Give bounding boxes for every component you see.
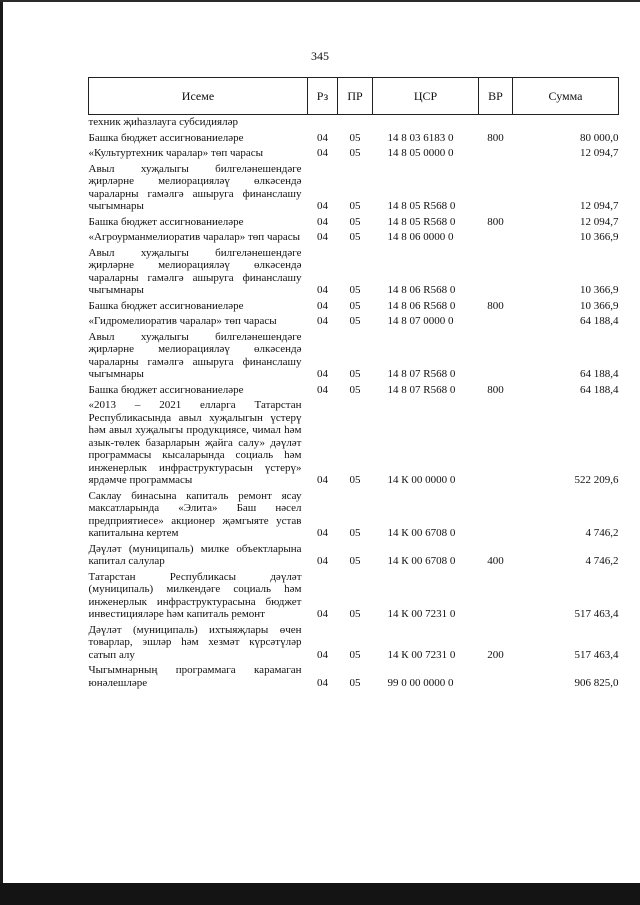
- row-vr: 800: [487, 383, 504, 396]
- row-vr: [479, 314, 513, 330]
- row-rz: [308, 115, 338, 131]
- row-name: Авыл хуҗалыгы билгеләнешендәге җирләрне мелиорацияләү өлкәсендә чараларны гамәлгә ашыруга финанслашу чыгымнары: [88, 162, 302, 212]
- row-csr: 14 8 07 R568 0: [387, 383, 456, 396]
- row-name: Башка бюджет ассигнованиеләре: [88, 383, 244, 396]
- row-name: Саклау бинасына капиталь ремонт ясау максатларында «Элита» Баш нәсел предприятиесе» акционер җәмгыяте устав капиталына кертем: [88, 489, 302, 539]
- row-pr: 05: [349, 368, 361, 380]
- row-name: Татарстан Республикасы дәүләт (муниципаль) милкендәге социаль һәм инженерлык инфраструктурасына бюджет инвестицияләре һәм капиталь ремонт: [88, 570, 302, 620]
- row-vr: [479, 230, 513, 246]
- row-rz: 04: [317, 676, 328, 689]
- row-rz: 04: [317, 131, 328, 144]
- header-sum: Сумма: [513, 78, 619, 115]
- row-name: Авыл хуҗалыгы билгеләнешендәге җирләрне мелиорацияләү өлкәсендә чараларны гамәлгә ашыруга финанслашу чыгымнары: [88, 330, 302, 380]
- row-rz: 04: [317, 527, 328, 539]
- row-csr: 14 8 05 R568 0: [387, 200, 456, 212]
- row-rz: 04: [317, 368, 328, 380]
- row-sum: 64 188,4: [580, 383, 619, 396]
- row-sum: [513, 115, 619, 131]
- table-row: [89, 542, 619, 570]
- table-row: [89, 215, 619, 231]
- row-pr: 05: [349, 648, 361, 661]
- row-sum: 80 000,0: [580, 131, 619, 144]
- row-vr: 800: [487, 131, 504, 144]
- row-sum: 517 463,4: [574, 608, 619, 620]
- table-header-row: [89, 78, 619, 115]
- row-rz: 04: [317, 555, 328, 567]
- row-sum: 10 366,9: [580, 284, 619, 296]
- header-vr: ВР: [479, 78, 513, 115]
- row-vr: [479, 570, 513, 623]
- row-rz: 04: [317, 200, 328, 212]
- row-vr: 800: [487, 299, 504, 312]
- table-row: [89, 314, 619, 330]
- row-sum: 4 746,2: [585, 555, 619, 567]
- row-name: Дәүләт (муниципаль) ихтыяҗлары өчен товарлар, эшләр һәм хезмәт күрсәтүләр сатып алу: [88, 623, 302, 661]
- table-row: [89, 115, 619, 131]
- row-rz: 04: [317, 299, 328, 312]
- row-csr: 14 8 06 R568 0: [387, 284, 456, 296]
- row-rz: 04: [317, 284, 328, 296]
- row-pr: 05: [349, 131, 361, 144]
- table-row: [89, 663, 619, 691]
- header-rz: Рз: [308, 78, 338, 115]
- row-name: Авыл хуҗалыгы билгеләнешендәге җирләрне мелиорацияләү өлкәсендә чараларны гамәлгә ашыруга финанслашу чыгымнары: [88, 246, 302, 296]
- row-sum: 906 825,0: [574, 676, 619, 689]
- table-row: [89, 398, 619, 489]
- row-pr: 05: [349, 383, 361, 396]
- page-number: 345: [311, 49, 329, 63]
- table-row: [89, 230, 619, 246]
- row-vr: [479, 146, 513, 162]
- header-name: Исеме: [89, 78, 308, 115]
- row-pr: 05: [349, 676, 361, 689]
- row-rz: 04: [317, 608, 328, 620]
- header-csr: ЦСР: [373, 78, 479, 115]
- row-pr: 05: [349, 555, 361, 567]
- row-pr: 05: [349, 474, 361, 486]
- scan-left-edge: [0, 0, 3, 905]
- row-csr: 14 8 03 6183 0: [387, 131, 454, 144]
- row-vr: 200: [487, 648, 504, 661]
- row-pr: 05: [349, 608, 361, 620]
- row-vr: 400: [487, 555, 504, 567]
- row-pr: 05: [349, 299, 361, 312]
- table-row: [89, 162, 619, 215]
- row-csr: 14 8 05 R568 0: [387, 215, 456, 228]
- row-sum: 522 209,6: [574, 474, 619, 486]
- row-name: «Культуртехник чаралар» төп чарасы: [88, 147, 264, 159]
- row-pr: 05: [349, 231, 361, 243]
- row-name: «Агроурманмелиоратив чаралар» төп чарасы: [88, 231, 301, 243]
- row-sum: 4 746,2: [585, 527, 619, 539]
- row-name: Башка бюджет ассигнованиеләре: [88, 131, 244, 144]
- row-sum: 64 188,4: [580, 315, 619, 327]
- row-rz: 04: [317, 474, 328, 486]
- row-csr: [373, 115, 479, 131]
- row-name: «2013 – 2021 елларга Татарстан Республикасында авыл хуҗалыгын үстерү һәм авыл хуҗалыгы продукциясе, чимал һәм азык-төлек базарларын җайга салу» дәүләт программасы кысаларында социаль һәм инженерлык инфраструктурасын үстерү» ярдәмче программасы: [88, 399, 302, 486]
- row-rz: 04: [317, 231, 328, 243]
- table-row: [89, 246, 619, 299]
- row-csr: 99 0 00 0000 0: [387, 676, 454, 689]
- row-vr: [479, 489, 513, 542]
- row-name: Башка бюджет ассигнованиеләре: [88, 215, 244, 228]
- row-pr: 05: [349, 527, 361, 539]
- table-row: [89, 299, 619, 315]
- row-pr: 05: [349, 284, 361, 296]
- row-csr: 14 К 00 6708 0: [387, 555, 456, 567]
- row-rz: 04: [317, 315, 328, 327]
- row-csr: 14 8 07 R568 0: [387, 368, 456, 380]
- row-vr: [479, 663, 513, 691]
- row-sum: 517 463,4: [574, 648, 619, 661]
- row-vr: [479, 115, 513, 131]
- row-pr: [338, 115, 373, 131]
- table-row: [89, 146, 619, 162]
- row-csr: 14 К 00 7231 0: [387, 648, 456, 661]
- row-rz: 04: [317, 383, 328, 396]
- row-pr: 05: [349, 200, 361, 212]
- table-row: [89, 383, 619, 399]
- row-rz: 04: [317, 215, 328, 228]
- row-name: Дәүләт (муниципаль) милке объектларына капитал салулар: [88, 542, 302, 567]
- row-name: Чыгымнарның программага карамаган юнәлешләре: [88, 664, 302, 689]
- row-sum: 64 188,4: [580, 368, 619, 380]
- row-vr: 800: [487, 215, 504, 228]
- row-csr: 14 К 00 6708 0: [387, 527, 456, 539]
- scan-top-edge: [0, 0, 640, 2]
- row-sum: 10 366,9: [580, 299, 619, 312]
- row-csr: 14 К 00 0000 0: [387, 474, 456, 486]
- row-vr: [479, 398, 513, 489]
- row-sum: 12 094,7: [580, 147, 619, 159]
- row-csr: 14 8 05 0000 0: [387, 147, 454, 159]
- table-row: [89, 131, 619, 147]
- row-pr: 05: [349, 215, 361, 228]
- table-row: [89, 623, 619, 664]
- row-vr: [479, 162, 513, 215]
- table-row: [89, 570, 619, 623]
- row-sum: 12 094,7: [580, 200, 619, 212]
- row-vr: [479, 330, 513, 383]
- row-pr: 05: [349, 315, 361, 327]
- table-row: [89, 330, 619, 383]
- row-name: Башка бюджет ассигнованиеләре: [88, 299, 244, 312]
- row-name: «Гидромелиоратив чаралар» төп чарасы: [88, 315, 277, 327]
- row-csr: 14 8 07 0000 0: [387, 315, 454, 327]
- row-csr: 14 К 00 7231 0: [387, 608, 456, 620]
- row-rz: 04: [317, 648, 328, 661]
- row-csr: 14 8 06 R568 0: [387, 299, 456, 312]
- row-name: техник җиһазлауга субсидияләр: [88, 116, 238, 128]
- table-row: [89, 489, 619, 542]
- scan-bottom-edge: [0, 883, 640, 905]
- row-vr: [479, 246, 513, 299]
- row-rz: 04: [317, 147, 328, 159]
- row-csr: 14 8 06 0000 0: [387, 231, 454, 243]
- row-sum: 10 366,9: [580, 231, 619, 243]
- row-sum: 12 094,7: [580, 215, 619, 228]
- budget-table: [88, 77, 619, 691]
- header-pr: ПР: [338, 78, 373, 115]
- row-pr: 05: [349, 147, 361, 159]
